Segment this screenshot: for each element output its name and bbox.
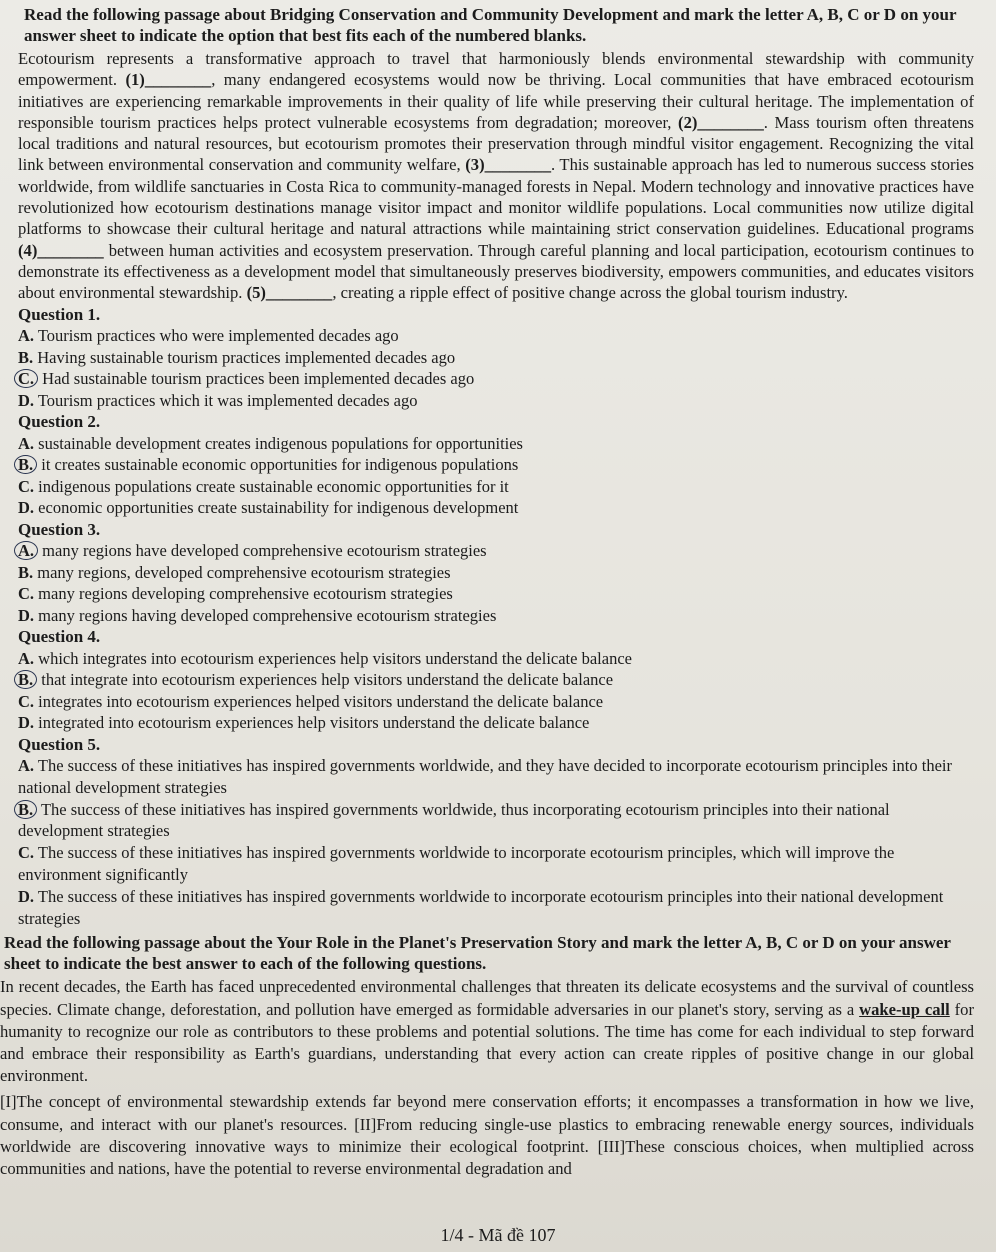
answer-option[interactable] — [18, 669, 974, 691]
paragraph-1-text-a: In recent decades, the Earth has faced unprecedented environmental challenges that threaten its delicate ecosystems and the survival of countless species. Climate change, deforestation, and pollution have emerged as formidable adversaries in our planet's story, serving as a — [0, 977, 974, 1019]
option-letter: B. — [18, 347, 34, 367]
passage-text: , creating a ripple effect of positive change across the global tourism industry. — [332, 283, 848, 303]
blank-10: (5)________ — [246, 283, 333, 303]
answer-option[interactable] — [18, 476, 974, 498]
passage-text: . This sustainable approach has led to numerous success stories worldwide, from wildlife sanctuaries in Costa Rica to community-managed forests in Nepal. Modern technology and innovative practices have revolutionized how ecotourism destinations manage visitor impact and monitor wildlife populations. Local communities now utilize digital platforms to showcase their cultural heritage and natural attractions while maintaining strict conservation guidelines. Educational programs — [18, 155, 974, 239]
section1-passage — [18, 48, 974, 304]
question-title: Question 3. — [18, 519, 101, 539]
option-text: Tourism practices which it was implemented decades ago — [34, 390, 418, 410]
option-text: integrates into ecotourism experiences helped visitors understand the delicate balance — [34, 691, 604, 711]
answer-option[interactable] — [18, 433, 974, 455]
answer-option[interactable] — [18, 799, 974, 843]
option-text: many regions, developed comprehensive ecotourism strategies — [33, 562, 451, 582]
questions-list — [18, 304, 974, 930]
blank-8: (4)________ — [18, 240, 104, 260]
option-text: sustainable development creates indigenous populations for opportunities — [34, 433, 523, 453]
answer-option[interactable] — [18, 390, 974, 412]
answer-option[interactable] — [18, 886, 974, 930]
option-text: economic opportunities create sustainability for indigenous development — [34, 498, 519, 518]
option-letter: D. — [18, 498, 35, 518]
option-letter: C. — [18, 476, 35, 496]
option-letter: D. — [18, 605, 35, 625]
option-text: it creates sustainable economic opportunities for indigenous populations — [37, 455, 519, 475]
answer-option[interactable] — [18, 368, 974, 390]
option-text: The success of these initiatives has inspired governments worldwide to incorporate ecotourism principles into their national development strategies — [18, 886, 944, 928]
question-block — [18, 411, 974, 519]
blank-6: (3)________ — [465, 155, 551, 175]
option-letter: C. — [18, 843, 35, 863]
section2-paragraph-1 — [0, 976, 974, 1087]
answer-option[interactable] — [18, 583, 974, 605]
answer-option[interactable] — [18, 755, 974, 799]
option-letter: A. — [18, 326, 35, 346]
question-title: Question 2. — [18, 412, 101, 432]
answer-option[interactable] — [18, 347, 974, 369]
option-letter: C. — [18, 584, 35, 604]
option-letter: A. — [18, 756, 35, 776]
option-letter: A. — [14, 541, 38, 560]
question-title: Question 4. — [18, 627, 101, 647]
passage-text: , many endangered ecosystems would now be thriving. Local communities that have embraced ecotourism initiatives are experiencing remarkable improvements in their quality of life while preserving their cultural heritage. The implementation of responsible tourism practices helps protect vulnerable ecosystems from degradation; moreover, — [18, 70, 974, 132]
option-letter: B. — [14, 455, 37, 474]
option-text: that integrate into ecotourism experiences help visitors understand the delicate balance — [37, 670, 614, 690]
blank-4: (2)________ — [678, 112, 764, 132]
option-text: many regions have developed comprehensive ecotourism strategies — [38, 541, 487, 561]
answer-option[interactable] — [18, 691, 974, 713]
option-text: The success of these initiatives has inspired governments worldwide, thus incorporating ecotourism principles into their national development strategies — [18, 799, 890, 841]
option-letter: A. — [18, 648, 35, 668]
option-text: integrated into ecotourism experiences help visitors understand the delicate balance — [34, 713, 590, 733]
passage-text: Ecotourism represents a transformative approach to travel that harmoniously blends environmental stewardship with community empowerment. — [18, 49, 974, 90]
answer-option[interactable] — [18, 648, 974, 670]
option-letter: C. — [14, 369, 38, 388]
answer-option[interactable] — [18, 842, 974, 886]
section2-paragraph-2: [I]The concept of environmental stewardship extends far beyond mere conservation efforts; it encompasses a transformation in how we live, consume, and interact with our planet's resources. [II]From reducing single-use plastics to embracing renewable energy sources, individuals worldwide are discovering innovative ways to minimize their ecological footprint. [III]These conscious choices, when multiplied across communities and nations, have the potential to reverse environmental degradation and — [0, 1092, 974, 1179]
question-block — [18, 626, 974, 734]
option-letter: D. — [18, 390, 35, 410]
paragraph-1-text-b: for humanity to recognize our role as contributors to these problems and potential solutions. The time has come for each individual to step forward and embrace their responsibility as Earth's guardians, understanding that every action can create ripples of positive change in our global environment. — [0, 999, 975, 1086]
option-text: The success of these initiatives has inspired governments worldwide to incorporate ecotourism principles, which will improve the environment significantly — [18, 843, 895, 885]
question-block — [18, 734, 974, 930]
answer-option[interactable] — [18, 497, 974, 519]
option-letter: C. — [18, 691, 35, 711]
question-title: Question 5. — [18, 734, 101, 754]
answer-option[interactable] — [18, 562, 974, 584]
option-text: many regions having developed comprehensive ecotourism strategies — [34, 605, 497, 625]
section2-instruction: Read the following passage about the Your Role in the Planet's Preservation Story and mark the letter A, B, C or D on your answer sheet to indicate the best answer to each of the following questions. — [4, 933, 951, 974]
option-letter: B. — [14, 800, 37, 819]
answer-option[interactable] — [18, 605, 974, 627]
page-footer: 1/4 - Mã đề 107 — [440, 1225, 556, 1245]
option-letter: D. — [18, 886, 35, 906]
option-text: many regions developing comprehensive ecotourism strategies — [34, 584, 453, 604]
option-letter: B. — [18, 562, 34, 582]
option-text: The success of these initiatives has inspired governments worldwide, and they have decided to incorporate ecotourism principles into their national development strategies — [18, 756, 952, 797]
answer-option[interactable] — [18, 325, 974, 347]
option-text: Had sustainable tourism practices been implemented decades ago — [38, 369, 475, 389]
option-text: Tourism practices who were implemented decades ago — [34, 326, 399, 346]
question-block — [18, 304, 974, 412]
answer-option[interactable] — [18, 540, 974, 562]
answer-option[interactable] — [18, 454, 974, 476]
option-text: indigenous populations create sustainable economic opportunities for it — [34, 476, 509, 496]
option-text: which integrates into ecotourism experiences help visitors understand the delicate balance — [34, 648, 632, 668]
question-block — [18, 519, 974, 627]
option-text: Having sustainable tourism practices implemented decades ago — [33, 347, 456, 367]
underlined-phrase: wake-up call — [859, 999, 950, 1019]
option-letter: B. — [14, 670, 37, 689]
passage-text: . Mass tourism often threatens local traditions and natural resources, but ecotourism promotes their preservation through mindful visitor engagement. Recognizing the vital link between environmental conservation and community welfare, — [18, 112, 974, 175]
option-letter: A. — [18, 433, 35, 453]
section1-instruction: Read the following passage about Bridging Conservation and Community Development and mark the letter A, B, C or D on your answer sheet to indicate the option that best fits each of the numbered blanks. — [24, 5, 957, 45]
passage-text: between human activities and ecosystem preservation. Through careful planning and local participation, ecotourism continues to demonstrate its effectiveness as a development model that simultaneously preserves biodiversity, empowers communities, and educates visitors about environmental stewardship. — [18, 240, 974, 303]
blank-2: (1)________ — [125, 70, 212, 90]
question-title: Question 1. — [18, 304, 101, 324]
answer-option[interactable] — [18, 712, 974, 734]
option-letter: D. — [18, 713, 35, 733]
